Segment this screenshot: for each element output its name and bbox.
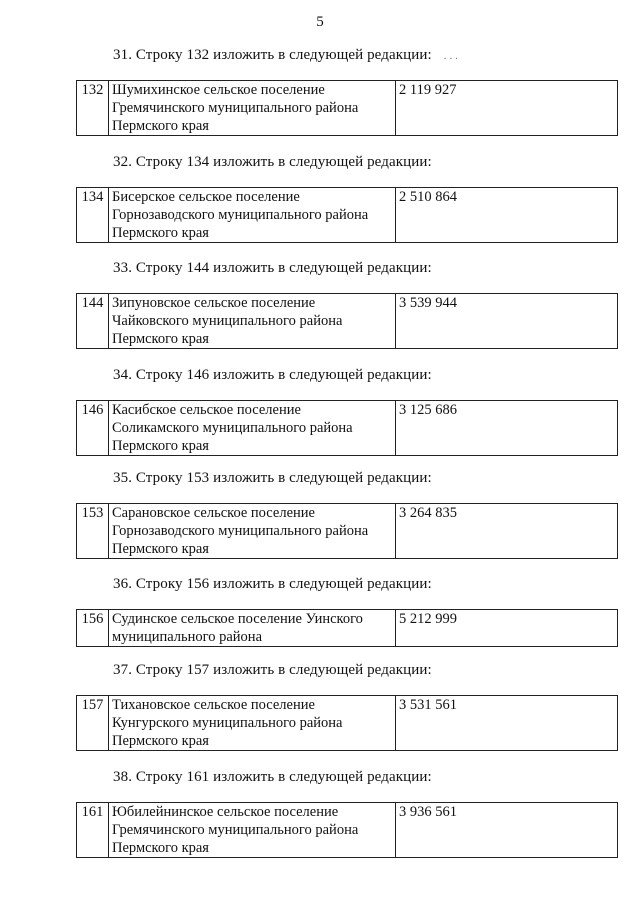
amendment-heading [113,576,432,593]
amount-cell: 3 936 561 [396,803,618,858]
amendment-table [76,293,618,349]
amount-cell: 2 510 864 [396,188,618,243]
settlement-name-line: Горнозаводского муниципального района [112,523,369,539]
amendment-heading-text: 32. Строку 134 изложить в следующей редакции: [113,154,432,170]
settlement-name-line: Тихановское сельское поселение [112,697,315,713]
settlement-name-line: Пермского края [112,118,209,134]
settlement-name-line: Горнозаводского муниципального района [112,207,369,223]
amendment-heading-text: 34. Строку 146 изложить в следующей редакции: [113,367,432,383]
settlement-name-line: Пермского края [112,541,209,557]
amendment-heading-text: 36. Строку 156 изложить в следующей редакции: [113,576,432,592]
settlement-name-line: Кунгурского муниципального района [112,715,343,731]
settlement-name-line: Гремячинского муниципального района [112,100,359,116]
amendment-table [76,609,618,647]
row-number-cell: 157 [77,696,109,751]
amendment-heading-text: 37. Строку 157 изложить в следующей редакции: [113,662,432,678]
table-row [77,81,618,136]
settlement-name-line: Пермского края [112,733,209,749]
settlement-name-line: Зипуновское сельское поселение [112,295,316,311]
settlement-name-line: Пермского края [112,840,209,856]
amount-cell: 2 119 927 [396,81,618,136]
amendment-heading-text: 35. Строку 153 изложить в следующей редакции: [113,470,432,486]
row-number-cell: 153 [77,504,109,559]
table-row [77,803,618,858]
table-row [77,504,618,559]
amendment-heading [113,260,432,277]
settlement-name-cell [109,803,396,858]
amendment-heading [113,662,432,679]
page-number: 5 [316,14,324,30]
settlement-name-cell [109,401,396,456]
settlement-name-line: Пермского края [112,438,209,454]
settlement-name-line: Пермского края [112,225,209,241]
amount-cell: 3 264 835 [396,504,618,559]
settlement-name-cell [109,696,396,751]
amendment-heading [113,47,458,64]
amendment-table [76,802,618,858]
row-number-cell: 146 [77,401,109,456]
settlement-name-cell [109,188,396,243]
settlement-name-line: Пермского края [112,331,209,347]
settlement-name-line: Сарановское сельское поселение [112,505,315,521]
settlement-name-cell [109,610,396,647]
amendment-table [76,80,618,136]
settlement-name-line: Гремячинского муниципального района [112,822,359,838]
amendment-heading-text: 38. Строку 161 изложить в следующей редакции: [113,769,432,785]
amount-cell: 3 125 686 [396,401,618,456]
settlement-name-cell [109,504,396,559]
settlement-name-line: Юбилейнинское сельское поселение [112,804,339,820]
settlement-name-line: Чайковского муниципального района [112,313,343,329]
amendment-table [76,187,618,243]
amendment-table [76,400,618,456]
amount-cell: 3 539 944 [396,294,618,349]
heading-trail-dots: . . . [443,50,459,62]
row-number-cell: 144 [77,294,109,349]
settlement-name-line: Бисерское сельское поселение [112,189,300,205]
settlement-name-line: Соликамского муниципального района [112,420,353,436]
amount-cell: 3 531 561 [396,696,618,751]
settlement-name-cell [109,81,396,136]
amendment-table [76,695,618,751]
settlement-name-line: муниципального района [112,629,262,645]
settlement-name-line: Шумихинское сельское поселение [112,82,325,98]
amendment-heading-text: 33. Строку 144 изложить в следующей редакции: [113,260,432,276]
table-row [77,401,618,456]
settlement-name-cell [109,294,396,349]
settlement-name-line: Судинское сельское поселение Уинского [112,611,363,627]
amendment-heading [113,367,432,384]
table-row [77,610,618,647]
row-number-cell: 156 [77,610,109,647]
row-number-cell: 161 [77,803,109,858]
table-row [77,188,618,243]
row-number-cell: 132 [77,81,109,136]
amendment-heading [113,154,432,171]
amendment-heading [113,470,432,487]
amendment-table [76,503,618,559]
amendment-heading-text: 31. Строку 132 изложить в следующей редакции: [113,47,432,63]
amount-cell: 5 212 999 [396,610,618,647]
row-number-cell: 134 [77,188,109,243]
table-row [77,696,618,751]
amendment-heading [113,769,432,786]
settlement-name-line: Касибское сельское поселение [112,402,301,418]
table-row [77,294,618,349]
